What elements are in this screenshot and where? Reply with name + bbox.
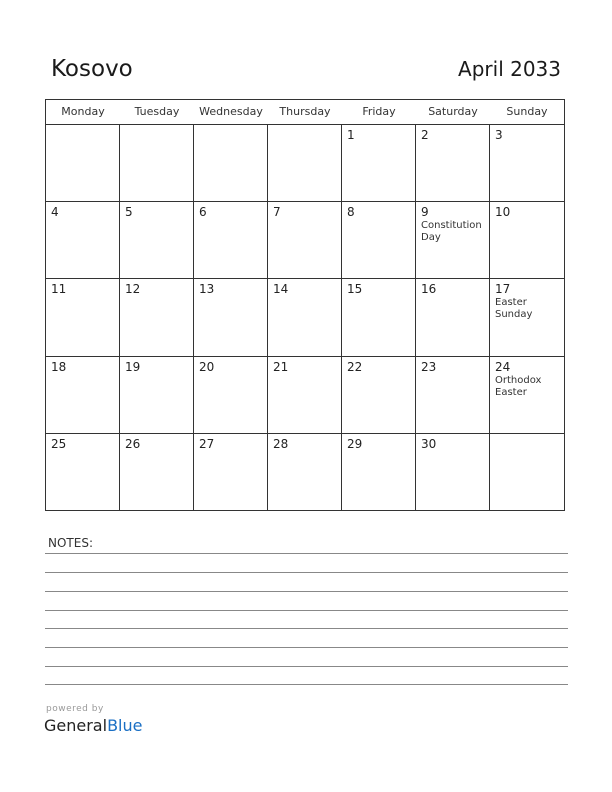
holiday-label: Orthodox Easter (495, 374, 542, 398)
holiday-label: Easter Sunday (495, 297, 533, 321)
day-cell (46, 279, 120, 356)
day-cell (194, 434, 268, 511)
day-cell (416, 125, 490, 202)
day-cell (490, 279, 564, 356)
notes-line (45, 553, 568, 554)
day-number: 1 (347, 128, 355, 142)
day-number: 10 (495, 205, 511, 220)
day-cell (268, 434, 342, 511)
day-number: 5 (125, 205, 133, 220)
day-number: 9 (421, 205, 429, 220)
day-cell (342, 202, 416, 279)
day-number: 15 (347, 282, 363, 297)
country-title: Kosovo (51, 56, 133, 82)
day-cell (120, 434, 194, 511)
day-number: 29 (347, 436, 363, 451)
day-cell (490, 434, 564, 511)
day-cell (268, 357, 342, 434)
day-cell (342, 125, 416, 202)
day-cell (342, 357, 416, 434)
day-cell (342, 279, 416, 356)
day-cell (490, 357, 564, 434)
brand-general: General (44, 716, 108, 735)
weekday-label: Friday (362, 105, 396, 118)
month-year-title: April 2033 (458, 57, 561, 81)
day-cells (46, 125, 564, 511)
day-cell (268, 125, 342, 202)
day-number: 19 (125, 359, 141, 374)
day-cell (268, 202, 342, 279)
day-cell (416, 357, 490, 434)
day-cell (416, 202, 490, 279)
day-number: 22 (347, 359, 363, 374)
day-number: 26 (125, 436, 141, 451)
day-cell (490, 125, 564, 202)
notes-line (45, 610, 568, 611)
notes-line (45, 572, 568, 573)
day-cell (120, 357, 194, 434)
weekday-label: Tuesday (134, 105, 180, 118)
day-cell (46, 125, 120, 202)
day-number: 23 (421, 359, 437, 374)
calendar-grid (45, 99, 565, 511)
day-number: 14 (273, 282, 289, 297)
day-cell (342, 434, 416, 511)
day-cell (46, 434, 120, 511)
day-number: 28 (273, 436, 289, 451)
day-cell (416, 434, 490, 511)
weekday-label: Saturday (428, 105, 478, 118)
day-number: 30 (421, 436, 437, 451)
holiday-label: Constitution Day (421, 220, 482, 244)
day-number: 12 (125, 282, 141, 297)
day-number: 21 (273, 359, 289, 374)
weekday-header (46, 100, 564, 125)
day-cell (46, 202, 120, 279)
brand-blue: Blue (107, 716, 143, 735)
day-number: 25 (51, 436, 67, 451)
day-number: 27 (199, 436, 215, 451)
day-number: 6 (199, 205, 207, 220)
notes-line (45, 666, 568, 667)
day-cell (120, 125, 194, 202)
notes-label: NOTES: (48, 536, 93, 550)
day-cell (194, 357, 268, 434)
day-cell (120, 202, 194, 279)
day-number: 7 (273, 205, 281, 220)
brand-logo[interactable] (44, 716, 142, 735)
day-number: 17 (495, 282, 511, 297)
weekday-label: Wednesday (199, 105, 263, 118)
day-cell (416, 279, 490, 356)
day-cell (194, 279, 268, 356)
day-cell (46, 357, 120, 434)
day-number: 3 (495, 128, 503, 142)
day-number: 16 (421, 282, 437, 297)
notes-line (45, 628, 568, 629)
notes-line (45, 591, 568, 592)
weekday-label: Monday (61, 105, 105, 118)
notes-line (45, 684, 568, 685)
powered-by-text: powered by (46, 704, 104, 714)
weekday-label: Sunday (506, 105, 548, 118)
day-cell (490, 202, 564, 279)
day-cell (120, 279, 194, 356)
day-number: 8 (347, 205, 355, 220)
day-number: 20 (199, 359, 215, 374)
day-cell (194, 202, 268, 279)
notes-line (45, 647, 568, 648)
day-cell (268, 279, 342, 356)
day-number: 11 (51, 282, 67, 297)
day-number: 18 (51, 359, 67, 374)
day-number: 2 (421, 128, 429, 142)
day-number: 24 (495, 359, 511, 374)
weekday-label: Thursday (279, 105, 331, 118)
day-number: 4 (51, 205, 59, 220)
day-cell (194, 125, 268, 202)
day-number: 13 (199, 282, 215, 297)
